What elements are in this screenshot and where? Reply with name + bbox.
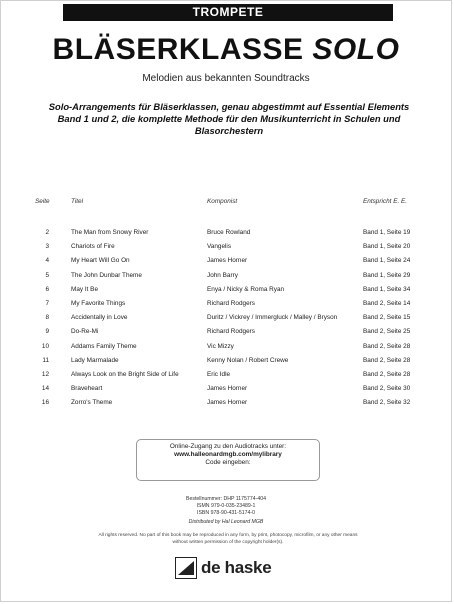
table-row [1, 300, 451, 314]
page-number: 3 [45, 243, 49, 251]
reference: Band 1, Seite 20 [363, 243, 411, 251]
composer: James Horner [207, 399, 248, 407]
table-row [1, 286, 451, 300]
reference: Band 2, Seite 32 [363, 399, 411, 407]
reference: Band 2, Seite 30 [363, 385, 411, 393]
title-main: BLÄSERKLASSE [52, 33, 304, 66]
table-row [1, 343, 451, 357]
copyright-notice: All rights reserved. No part of this book may be reproduced in any form, by print, photocopy, microfilm, or any other means without written permission of the copyright holder(s). [98, 533, 358, 545]
table-row [1, 385, 451, 399]
composer: Eric Idle [207, 371, 231, 378]
composer: Richard Rodgers [207, 300, 255, 307]
publisher-logo-icon [175, 557, 197, 579]
song-title: Always Look on the Bright Side of Life [71, 371, 179, 378]
page-number: 4 [45, 257, 49, 265]
isbn: ISBN 978-90-431-5174-0 [197, 510, 255, 516]
distributor: Distributed by Hal Leonard MGB [188, 519, 264, 525]
page-title [1, 33, 451, 67]
reference: Band 1, Seite 34 [363, 285, 411, 293]
reference: Band 1, Seite 24 [363, 257, 411, 265]
page-number: 9 [45, 328, 49, 336]
composer: Vic Mizzy [207, 342, 234, 350]
reference: Band 1, Seite 19 [363, 229, 411, 236]
table-row [1, 243, 451, 257]
composer: Kenny Nolan / Robert Crewe [207, 356, 289, 364]
composer: Vangelis [207, 243, 232, 251]
reference: Band 1, Seite 29 [363, 271, 411, 279]
audio-access-box [136, 439, 320, 481]
composer: Duritz / Vickrey / Immergluck / Malley / Bryson [207, 314, 338, 322]
header-reference: Entspricht E. E. [363, 198, 408, 205]
page-number: 16 [41, 399, 49, 407]
composer: Richard Rodgers [207, 328, 255, 336]
page-number: 6 [45, 285, 49, 293]
reference: Band 2, Seite 28 [363, 371, 411, 378]
composer: John Barry [207, 271, 238, 279]
reference: Band 2, Seite 28 [363, 342, 411, 350]
table-row [1, 314, 451, 328]
instrument-banner: TROMPETE [63, 4, 393, 21]
reference: Band 2, Seite 14 [363, 300, 411, 307]
page-number: 11 [42, 356, 49, 364]
table-row [1, 328, 451, 342]
page-subtitle: Melodien aus bekannten Soundtracks [142, 73, 310, 84]
page-number: 2 [45, 229, 49, 236]
header-page: Seite [35, 198, 50, 205]
table-row [1, 272, 451, 286]
page-number: 8 [45, 314, 49, 322]
publisher-logo [175, 556, 271, 580]
header-title: Titel [71, 198, 84, 205]
page-number: 5 [45, 271, 49, 279]
order-number: Bestellnummer: DHP 1175774-404 [186, 496, 266, 502]
composer: Bruce Rowland [207, 229, 251, 236]
song-title: Addams Family Theme [71, 342, 137, 350]
song-title: Accidentally in Love [71, 314, 128, 322]
title-solo: SOLO [312, 33, 400, 66]
song-title: The Man from Snowy River [71, 229, 149, 236]
reference: Band 2, Seite 15 [363, 314, 411, 322]
song-title: Zorro's Theme [71, 399, 113, 407]
composer: James Horner [207, 257, 248, 265]
ismn: ISMN 979-0-035-23489-1 [196, 503, 256, 509]
page-number: 7 [45, 300, 49, 307]
code-entry-label: Code eingeben: [205, 459, 251, 467]
reference: Band 2, Seite 28 [363, 356, 411, 364]
song-title: Braveheart [71, 385, 103, 393]
song-title: Do-Re-Mi [71, 328, 99, 336]
reference: Band 2, Seite 25 [363, 328, 411, 336]
page-number: 10 [41, 342, 49, 350]
song-title: My Heart Will Go On [71, 257, 130, 265]
audio-access-label: Online-Zugang zu den Audiotracks unter: [169, 443, 287, 450]
song-title: The John Dunbar Theme [71, 271, 142, 279]
song-title: My Favorite Things [71, 300, 126, 307]
song-title: Chariots of Fire [71, 243, 115, 251]
table-row [1, 357, 451, 371]
song-title: May It Be [71, 285, 98, 293]
publisher-name: de haske [201, 558, 272, 577]
header-composer: Komponist [207, 198, 238, 205]
composer: James Horner [207, 385, 248, 393]
composer: Enya / Nicky & Roma Ryan [207, 285, 285, 293]
table-row [1, 371, 451, 385]
page-number: 12 [41, 371, 49, 378]
table-row [1, 257, 451, 271]
page-number: 14 [41, 385, 49, 393]
song-title: Lady Marmalade [71, 356, 119, 364]
audio-access-url[interactable]: www.halleonardmgb.com/mylibrary [174, 451, 282, 459]
table-row [1, 229, 451, 243]
table-row [1, 399, 451, 413]
intro-text: Solo-Arrangements für Bläserklassen, genau abgestimmt auf Essential Elements Band 1 und 2, die komplette Methode für den Musikunterricht in Schulen und Blasorchestern [48, 101, 410, 136]
